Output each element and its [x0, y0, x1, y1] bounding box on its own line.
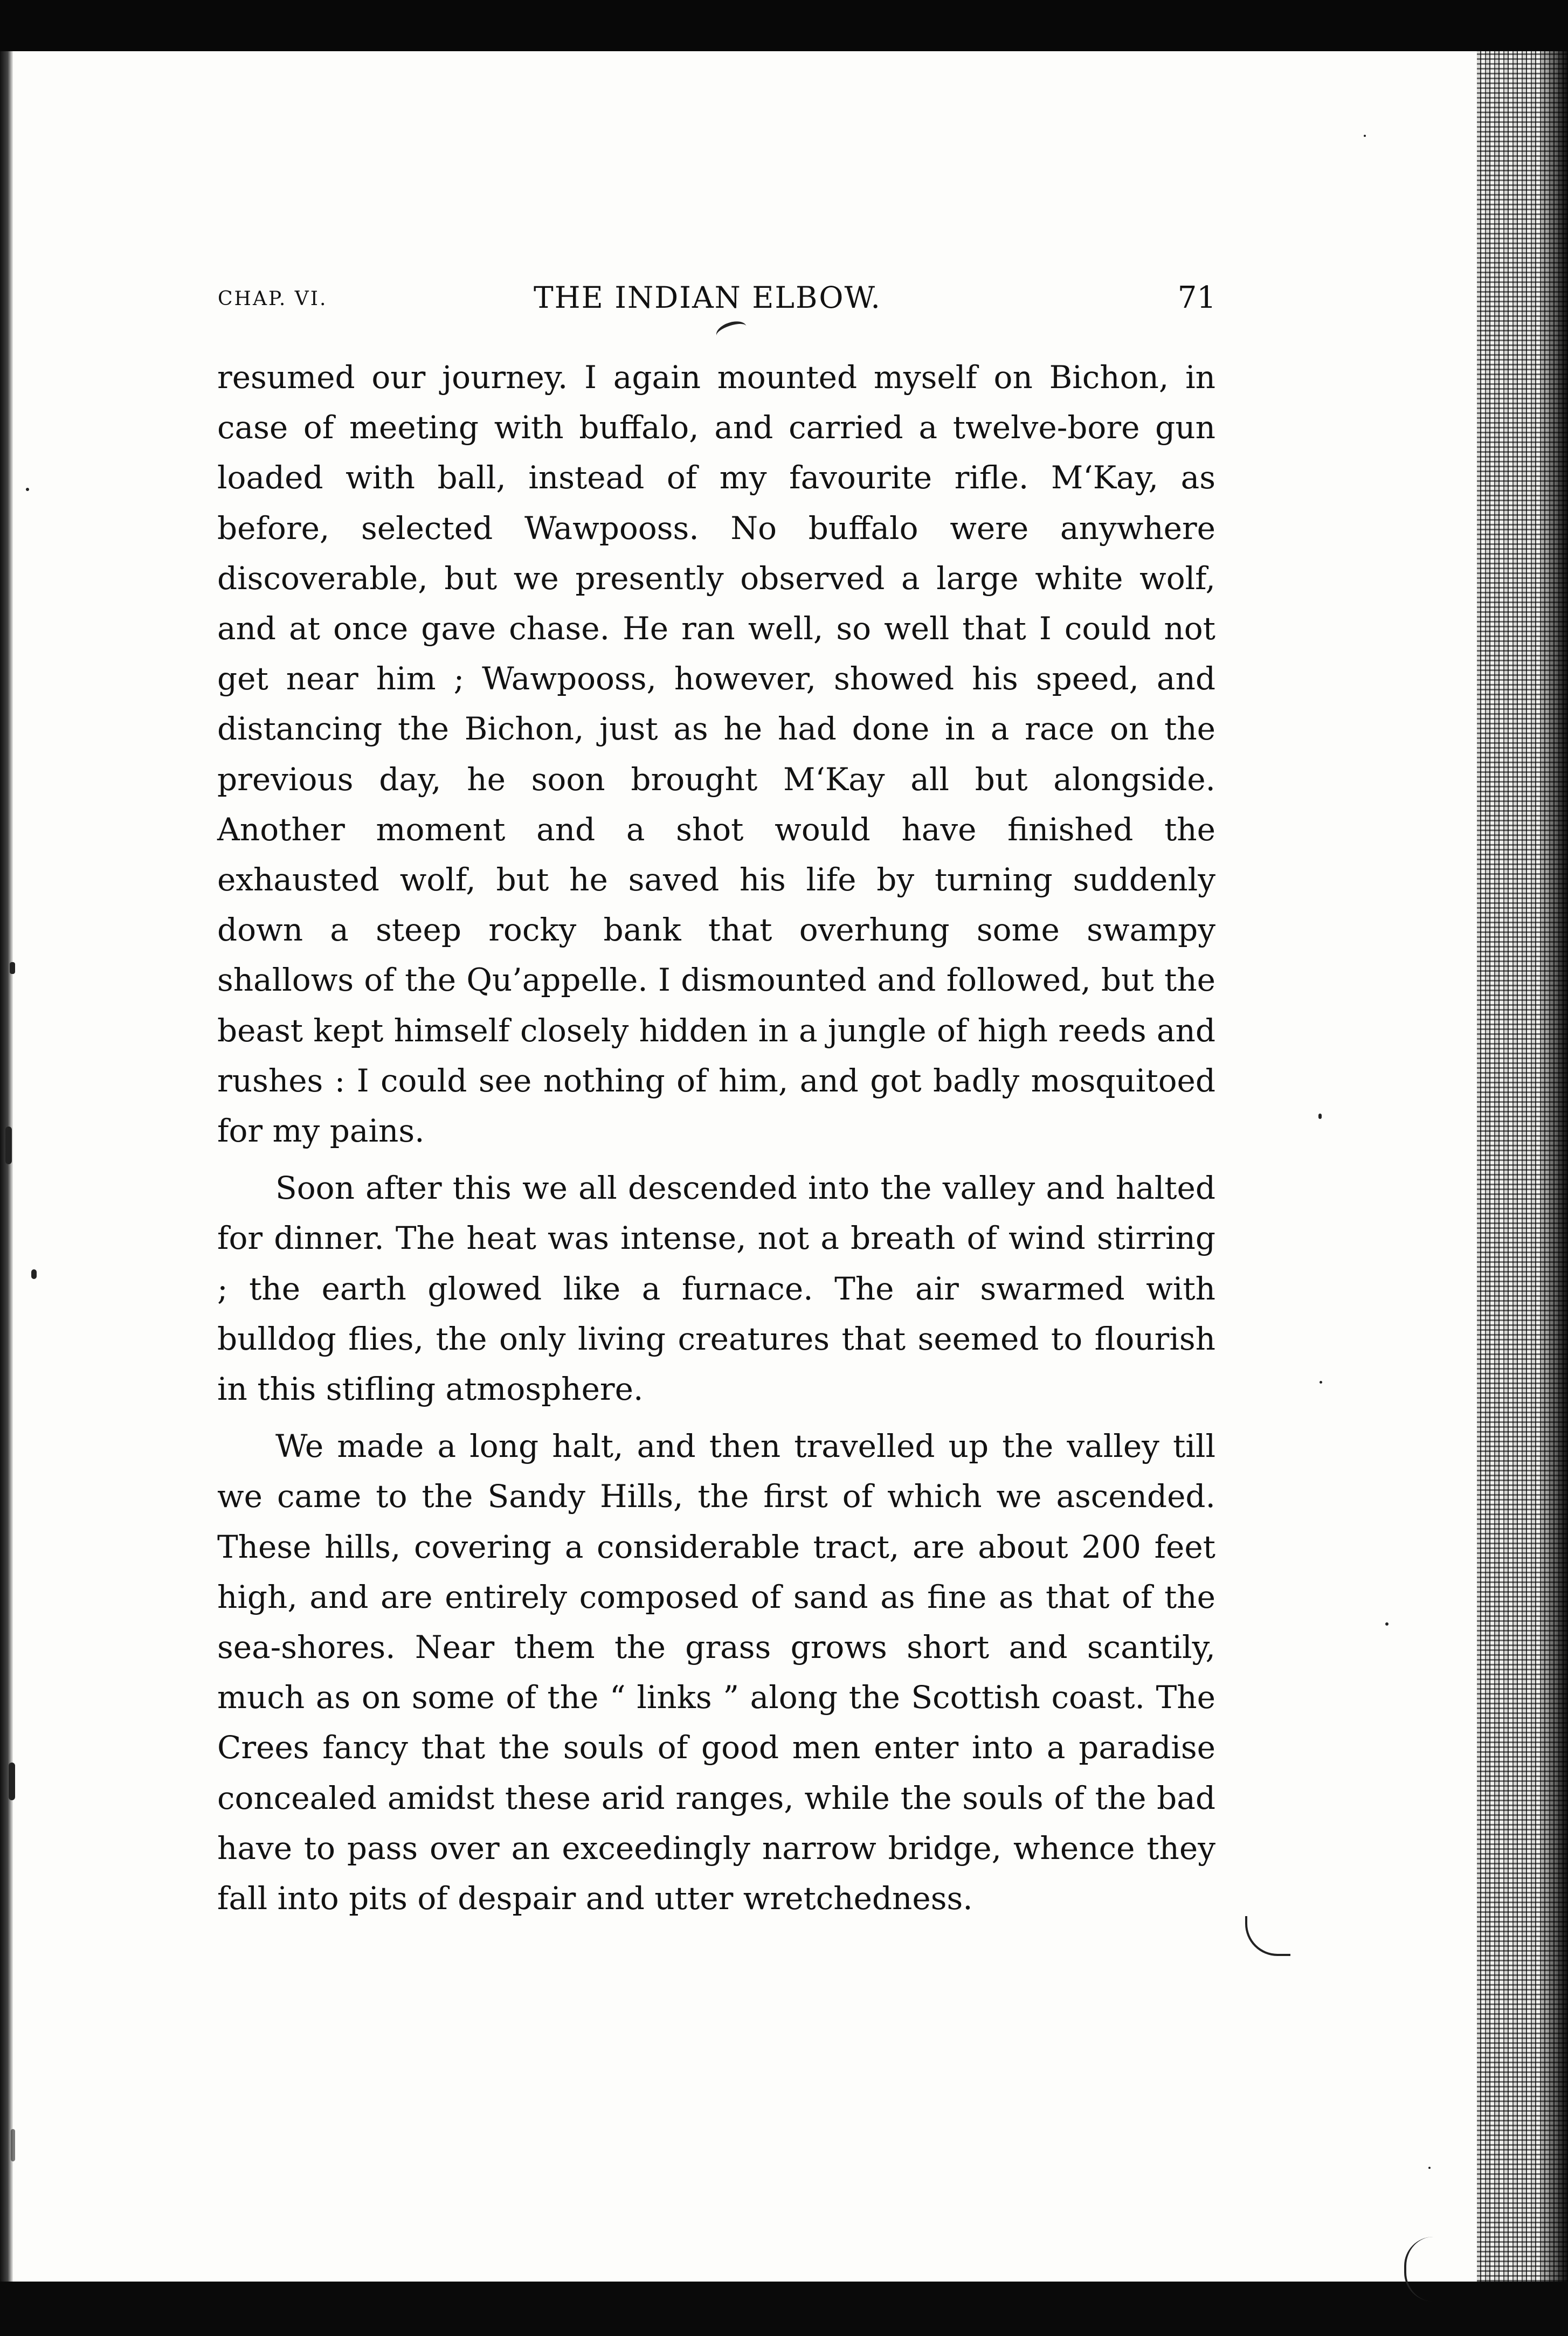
margin-speck [26, 488, 29, 491]
margin-speck [1318, 1114, 1322, 1119]
margin-speck [9, 1763, 15, 1800]
scan-border-bottom [0, 2282, 1568, 2336]
margin-speck [10, 962, 15, 974]
margin-speck [31, 1269, 37, 1279]
margin-speck [5, 1126, 12, 1164]
chapter-label: CHAP. VI. [218, 288, 328, 310]
paragraph-2: Soon after this we all descended into the valley and halted for dinner. The heat was intense, not a breath of wind stirring ; the earth glowed like a furnace. The air swarmed with bulldog flies, the only living creatures that seemed to flourish in this stifling atmosphere. [217, 1170, 1215, 1408]
margin-speck [11, 2129, 15, 2161]
paragraph-1: resumed our journey. I again mounted myself on Bichon, in case of meeting with buffalo, and carried a twelve-bore gun loaded with ball, instead of my favourite rifle. M‘Kay, as before, selected Wawpooss. No buffalo were anywhere discoverable, but we presently observed a large white wolf, and at once gave chase. He ran well, so well that I could not get near him ; Wawpooss, however, showed his speed, and distancing the Bichon, just as he had done in a race on the previous day, he soon brought M‘Kay all but alongside. Another moment and a shot would have finished the exhausted wolf, but he saved his life by turning suddenly down a steep rocky bank that overhung some swampy shallows of the Qu’appelle. I dismounted and followed, but the beast kept himself closely hidden in a jungle of high reeds and rushes : I could see nothing of him, and got badly mosquitoed for my pains. [217, 359, 1215, 1150]
scan-border-left [0, 51, 13, 2282]
body-text [217, 353, 1215, 1924]
margin-speck [1364, 135, 1366, 137]
page-number: 71 [1177, 280, 1216, 315]
scan-border-top [0, 0, 1568, 51]
paragraph-3: We made a long halt, and then travelled up the valley till we came to the Sandy Hills, the first of which we ascended. These hills, covering a considerable tract, are about 200 feet high, and are entirely composed of sand as fine as that of the sea-shores. Near them the grass grows short and scantily, much as on some of the “ links ” along the Scottish coast. The Crees fancy that the souls of good men enter into a paradise concealed amidst these arid ranges, while the souls of the bad have to pass over an exceedingly narrow bridge, whence they fall into pits of despair and utter wretchedness. [217, 1428, 1215, 1917]
margin-speck [1385, 1622, 1389, 1626]
running-header [218, 276, 1216, 319]
margin-speck [1428, 2167, 1431, 2169]
margin-speck [1320, 1381, 1322, 1384]
page-edges-shadow [1541, 51, 1568, 2282]
running-title: THE INDIAN ELBOW. [534, 280, 881, 315]
